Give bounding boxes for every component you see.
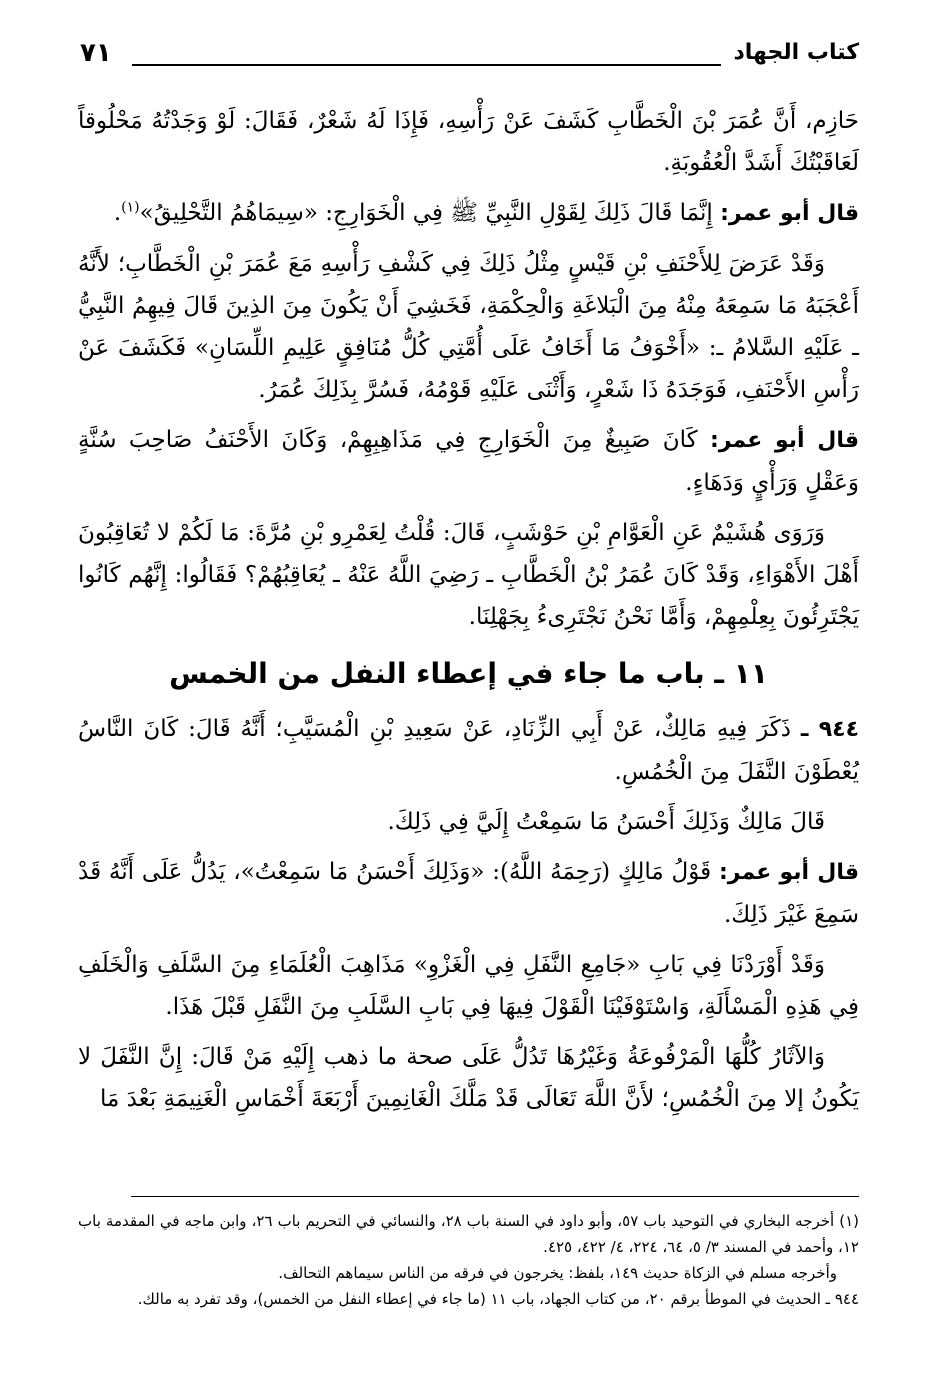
paragraph-text: وَالآثَارُ كُلُّهَا الْمَرْفُوعَةُ وَغَيْرُهَا تَدُلُّ عَلَى صحة ما ذهب إِلَيْهِ مَنْ قَالَ: إِنَّ النَّفَلَ لا يَكُونُ إلا مِنَ الْخُمُسِ؛ لأَنَّ اللَّهَ تَعَالَى قَدْ مَلَّكَ الْغَانِمِينَ أَرْبَعَةَ أَخْمَاسِ الْغَنِيمَةِ بَعْدَ مَا [78, 1044, 859, 1112]
footnote-marker: (١) [121, 199, 140, 216]
paragraph [78, 944, 859, 1028]
header-rule [132, 64, 721, 66]
paragraph-tail: . [113, 200, 122, 226]
footnotes [78, 1208, 859, 1312]
paragraph-text: وَقَدْ عَرَضَ لِلأَحْنَفِ بْنِ قَيْسٍ مِثْلُ ذَلِكَ فِي كَشْفِ رَأْسِهِ مَعَ عُمَرَ بْنِ الْخَطَّابِ؛ لأَنَّهُ أَعْجَبَهُ مَا سَمِعَهُ مِنْهُ مِنَ الْبَلاغَةِ وَالْحِكْمَةِ، فَخَشِيَ أَنْ يَكُونَ مِنَ الذِينَ قَالَ فِيهِمُ النَّبِيُّ ـ عَلَيْهِ السَّلامُ ـ: «أَخْوَفُ مَا أَخَافُ عَلَى أُمَّتِي كُلُّ مُنَافِقٍ عَلِيمِ اللِّسَانِ» فَكَشَفَ عَنْ رَأْسِ الأَحْنَفِ، فَوَجَدَهُ ذَا شَعْرٍ، وَأَثْنَى عَلَيْهِ قَوْمُهُ، فَسُرَّ بِذَلِكَ عُمَرُ. [78, 251, 859, 403]
running-header [80, 38, 859, 78]
paragraph [78, 512, 859, 638]
page-number: ٧١ [80, 38, 112, 68]
paragraph [78, 708, 859, 793]
paragraph [78, 801, 859, 843]
footnote: ٩٤٤ ـ الحديث في الموطأ برقم ٢٠، من كتاب الجهاد، باب ١١ (ما جاء في إعطاء النفل من الخمس)، وقد تفرد به مالك. [137, 1290, 859, 1308]
paragraph-text: وَرَوَى هُشَيْمٌ عَنِ الْعَوَّامِ بْنِ حَوْشَبٍ، قَالَ: قُلْتُ لِعَمْرِو بْنِ مُرَّةَ: مَا لَكُمْ لا تُعَاقِبُونَ أَهْلَ الأَهْوَاءِ، وَقَدْ كَانَ عُمَرُ بْنُ الْخَطَّابِ ـ رَضِيَ اللَّهُ عَنْهُ ـ يُعَاقِبُهُمْ؟ فَقَالُوا: إِنَّهُم كَانُوا يَجْتَرِئُونَ بِعِلْمِهِمْ، وَأَمَّا نَحْنُ نَجْتَرِىءُ بِجَهْلِنَا. [78, 520, 859, 630]
paragraph-lead: قال أبو عمر: [709, 428, 859, 453]
main-text [78, 100, 859, 1128]
paragraph-text: قَوْلُ مَالِكٍ (رَحِمَهُ اللَّهُ): «وَذَلِكَ أَحْسَنُ مَا سَمِعْتُ»، يَدُلُّ عَلَى أَنَّهُ قَدْ سَمِعَ غَيْرَ ذَلِكَ. [78, 859, 859, 928]
paragraph-text: ذَكَرَ فِيهِ مَالِكٌ، عَنْ أَبِي الزِّنَادِ، عَنْ سَعِيدِ بْنِ الْمُسَيَّبِ؛ أَنَّهُ قَالَ: كَانَ النَّاسُ يُعْطَوْنَ النَّفَلَ مِنَ الْخُمُسِ. [78, 716, 859, 785]
book-title: كتاب الجهاد [733, 40, 859, 65]
chapter-heading: ١١ ـ باب ما جاء في إعطاء النفل من الخمس [169, 657, 768, 690]
footnote: وأخرجه مسلم في الزكاة حديث ١٤٩، بلفظ: يخرجون في فرقه من الناس سيماهم التحالف. [278, 1264, 837, 1282]
paragraph-lead: قال أبو عمر: [718, 860, 860, 885]
paragraph [78, 851, 859, 936]
paragraph-text: قَالَ مَالِكٌ وَذَلِكَ أَحْسَنُ مَا سَمِعْتُ إِلَيَّ فِي ذَلِكَ. [387, 809, 825, 835]
paragraph [78, 192, 859, 235]
paragraph-text: كَانَ صَبِيغٌ مِنَ الْخَوَارِجِ فِي مَذَاهِبِهِمْ، وَكَانَ الأَحْنَفُ صَاحِبَ سُنَّةٍ وَعَقْلٍ وَرَأْيٍ وَدَهَاءٍ. [78, 427, 859, 496]
paragraph [78, 100, 859, 184]
paragraph [78, 1036, 859, 1120]
hadith-number: ٩٤٤ ـ [800, 717, 860, 742]
footnote-rule [131, 1196, 859, 1197]
footnote: (١) أخرجه البخاري في التوحيد باب ٥٧، وأبو داود في السنة باب ٢٨، والنسائي في التحريم باب ٢٦، وابن ماجه في المقدمة باب ١٢، وأحمد في المسند ٣/ ٥، ٦٤، ٢٢٤، ٤/ ٤٢٢، ٤٢٥. [78, 1212, 859, 1256]
paragraph-lead: قال أبو عمر: [720, 201, 859, 226]
paragraph-text: إِنَّمَا قَالَ ذَلِكَ لِقَوْلِ النَّبِيِّ ﷺ فِي الْخَوَارِجِ: «سِيمَاهُمُ التَّحْلِيقُ» [139, 200, 713, 226]
paragraph-text: حَازِم، أَنَّ عُمَرَ بْنَ الْخَطَّابِ كَشَفَ عَنْ رَأْسِهِ، فَإِذَا لَهُ شَعْرٌ، فَقَالَ: لَوْ وَجَدْتُهُ مَحْلُوقاً لَعَاقَبْتُكَ أَشَدَّ الْعُقُوبَةِ. [78, 108, 859, 176]
paragraph [78, 419, 859, 504]
paragraph [78, 243, 859, 411]
paragraph-text: وَقَدْ أَوْرَدْنَا فِي بَابِ «جَامِعِ النَّفَلِ فِي الْغَزْوِ» مَذَاهِبَ الْعُلَمَاءِ مِنَ السَّلَفِ وَالْخَلَفِ فِي هَذِهِ الْمَسْأَلَةِ، وَاسْتَوْفَيْنَا الْقَوْلَ فِيهَا فِي بَابِ السَّلَبِ مِنَ النَّفَلِ قَبْلَ هَذَا. [78, 952, 859, 1020]
